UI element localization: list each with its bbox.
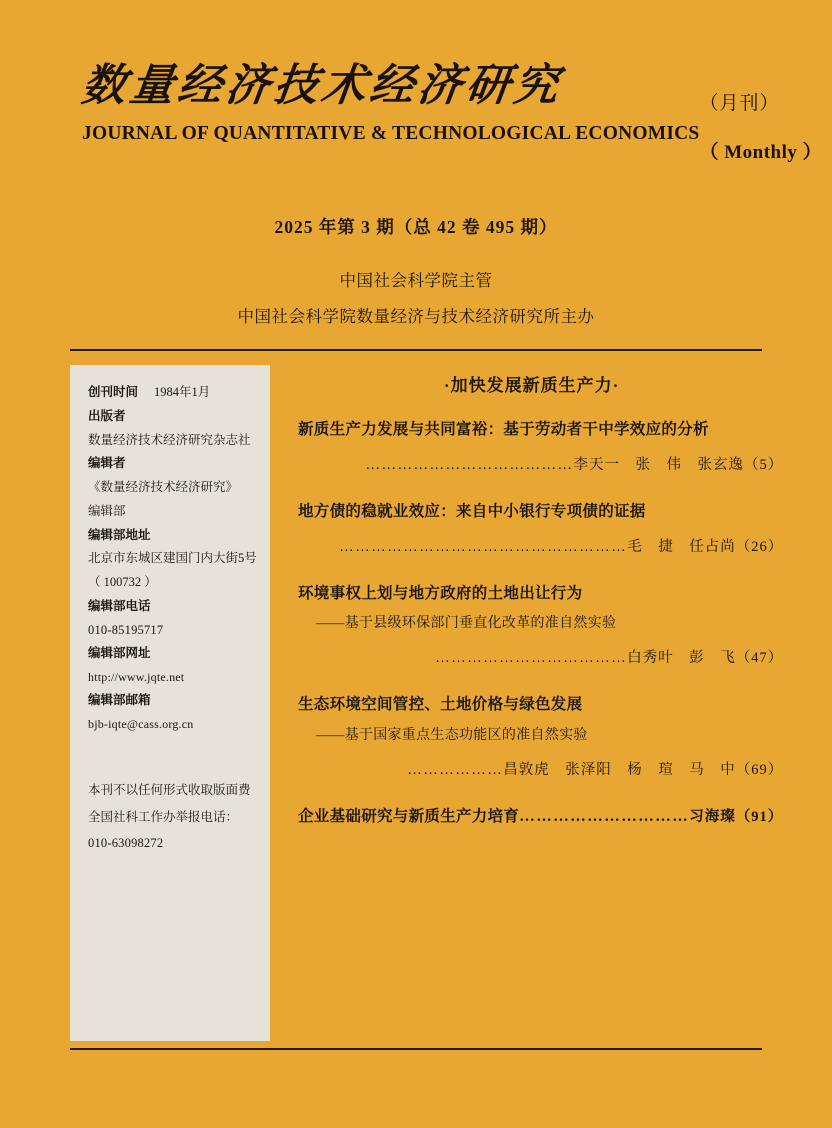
toc-entry-author-names: 白秀叶 彭 飞（47） — [627, 650, 784, 667]
toc-entry[interactable] — [298, 418, 783, 474]
founded-value: 1984年1月 — [154, 385, 211, 399]
divider-bottom — [70, 1048, 762, 1050]
editor-value-2: 编辑部 — [88, 503, 126, 518]
founded-label: 创刊时间 — [88, 385, 139, 399]
journal-title-english: JOURNAL OF QUANTITATIVE & TECHNOLOGICAL ECONOMICS — [82, 123, 700, 144]
toc-entry[interactable] — [298, 500, 783, 556]
table-of-contents — [270, 365, 783, 856]
toc-entry[interactable] — [298, 805, 783, 830]
website-value[interactable]: http://www.jqte.net — [88, 670, 185, 684]
toc-entry-title: 地方债的稳就业效应：来自中小银行专项债的证据 — [298, 502, 646, 520]
email-value[interactable]: bjb-iqte@cass.org.cn — [88, 716, 194, 731]
supervisor-line: 中国社会科学院主管 — [339, 271, 493, 290]
masthead-titles — [70, 58, 699, 145]
toc-entry-subtitle: ——基于国家重点生态功能区的准自然实验 — [316, 727, 588, 743]
toc-entry-authors — [298, 453, 783, 474]
leader-dots: ………………………………… — [365, 456, 574, 473]
phone-label: 编辑部电话 — [88, 598, 151, 613]
editor-label: 编辑者 — [88, 456, 126, 471]
website-label: 编辑部网址 — [88, 646, 151, 661]
notice-line-2: 全国社科工作办举报电话： — [88, 809, 239, 824]
toc-entry-title: 新质生产力发展与共同富裕：基于劳动者干中学效应的分析 — [298, 421, 709, 438]
toc-entry-title: 环境事权上划与地方政府的土地出让行为 — [298, 584, 583, 602]
journal-title-chinese: 数量经济技术经济研究 — [78, 61, 566, 110]
publisher-label: 出版者 — [88, 408, 126, 423]
sponsor-line: 中国社会科学院数量经济与技术经济研究所主办 — [237, 307, 595, 326]
colophon-panel — [70, 365, 270, 1041]
address-label: 编辑部地址 — [88, 527, 151, 542]
phone-value: 010-85195717 — [88, 622, 164, 637]
toc-entry-title — [298, 805, 783, 830]
frequency-english: （ Monthly ） — [699, 142, 823, 163]
toc-entry-authors — [298, 758, 783, 779]
masthead-frequency — [699, 58, 822, 164]
toc-entry-author-names: 习海璨（91） — [689, 808, 784, 825]
notice-block — [88, 777, 256, 856]
toc-entry-authors — [298, 535, 783, 556]
toc-entry-author-names: 昌敦虎 张泽阳 杨 瑄 马 中（69） — [503, 761, 784, 778]
toc-section-title: ·加快发展新质生产力· — [443, 376, 620, 395]
body-columns — [70, 365, 784, 1041]
toc-entry-author-names: 毛 捷 任占尚（26） — [627, 538, 784, 555]
leader-dots: ……………………………………………… — [339, 538, 628, 555]
notice-line-1: 本刊不以任何形式收取版面费 — [88, 783, 251, 798]
toc-entry-authors — [298, 646, 783, 667]
leader-dots: ……………… — [407, 761, 504, 778]
editor-value-1: 《数量经济技术经济研究》 — [88, 480, 239, 494]
founded-row — [88, 381, 256, 405]
toc-entry-title-text: 企业基础研究与新质生产力培育 — [298, 807, 520, 825]
toc-entry-subtitle: ——基于县级环保部门垂直化改革的准自然实验 — [316, 616, 617, 632]
frequency-chinese: （月刊） — [699, 93, 780, 114]
leader-dots: ………………………… — [519, 807, 690, 825]
masthead — [70, 0, 823, 164]
divider-top — [70, 349, 762, 351]
email-label: 编辑部邮箱 — [88, 692, 151, 707]
publisher-value: 数量经济技术经济研究杂志社 — [88, 432, 251, 447]
notice-line-3: 010-63098272 — [88, 835, 164, 850]
toc-entry-title: 生态环境空间管控、土地价格与绿色发展 — [298, 696, 583, 714]
toc-entry[interactable] — [298, 582, 783, 668]
leader-dots: ……………………………… — [435, 650, 628, 667]
toc-entry[interactable] — [298, 693, 783, 779]
issue-line: 2025 年第 3 期（总 42 卷 495 期） — [274, 217, 558, 237]
address-value-1: 北京市东城区建国门内大街5号 — [88, 551, 257, 566]
address-value-2: （ 100732 ） — [88, 575, 157, 589]
toc-entry-author-names: 李天一 张 伟 张玄逸（5） — [573, 456, 784, 473]
